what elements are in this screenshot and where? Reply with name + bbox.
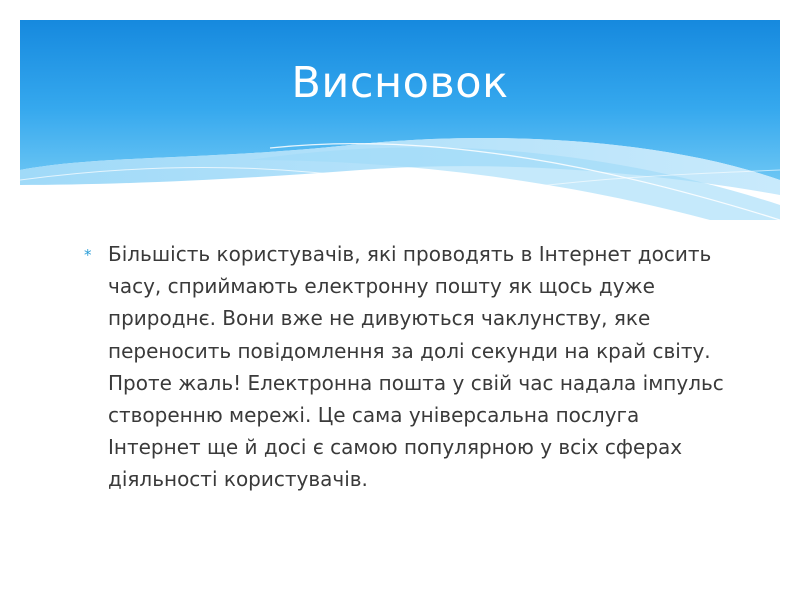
bullet-text: Більшість користувачів, які проводять в Інтернет досить часу, сприймають електронну пошту як щось дуже природнє. Вони вже не дивуються чаклунству, яке переносить повідомлення за долі секунди на край світу. Проте жаль! Електронна пошта у свій час надала імпульс створенню мережі. Це сама універсальна послуга Інтернет ще й досі є самою популярною у всіх сферах діяльності користувачів. bbox=[108, 242, 724, 492]
bullet-star-icon: * bbox=[84, 246, 92, 264]
header-wave-background bbox=[20, 20, 780, 220]
slide-title: Висновок bbox=[291, 58, 509, 108]
slide-content bbox=[84, 238, 724, 496]
bullet-item bbox=[84, 238, 724, 496]
